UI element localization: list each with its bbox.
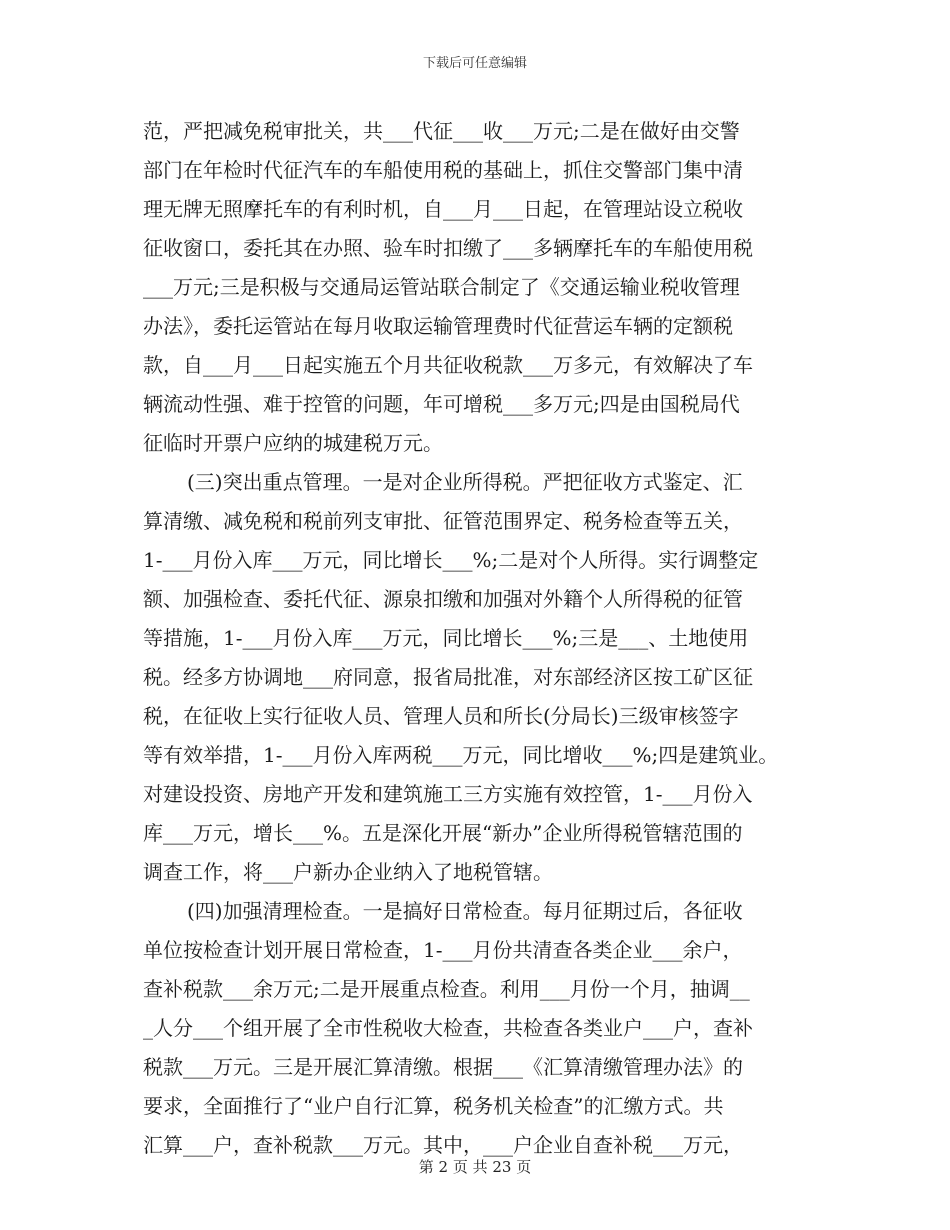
text-line: 税款___万元。三是开展汇算清缴。根据___《汇算清缴管理办法》的 [143,1055,743,1079]
text-line: 对建设投资、房地产开发和建筑施工三方实施有效控管，1-___月份入 [143,782,753,806]
text-line: 税，在征收上实行征收人员、管理人员和所长(分局长)三级审核签字 [143,704,739,728]
text-line: 范，严把减免税审批关，共___代征___收___万元;二是在做好由交警 [143,119,740,143]
paragraph-start-line: (四)加强清理检查。一是搞好日常检查。每月征期过后，各征收 [187,899,743,923]
text-line: 额、加强检查、委托代征、源泉扣缴和加强对外籍个人所得税的征管 [143,587,743,611]
text-line: 1-___月份入库___万元，同比增长___%;二是对个人所得。实行调整定 [143,548,759,572]
text-line: 调查工作，将___户新办企业纳入了地税管辖。 [143,860,553,884]
text-line: 等措施，1-___月份入库___万元，同比增长___%;三是___、土地使用 [143,626,749,650]
text-line: 办法》，委托运管站在每月收取运输管理费时代征营运车辆的定额税 [143,314,733,338]
text-line: 征收窗口，委托其在办照、验车时扣缴了___多辆摩托车的车船使用税 [143,236,753,260]
text-line: 等有效举措，1-___月份入库两税___万元，同比增收___%;四是建筑业。 [143,743,779,767]
text-line: 款，自___月___日起实施五个月共征收税款___万多元，有效解决了车 [143,353,753,377]
page-footer: 第 2 页 共 23 页 [418,1158,532,1176]
text-line: ___万元;三是积极与交通局运管站联合制定了《交通运输业税收管理 [143,275,740,299]
text-line: 汇算___户，查补税款___万元。其中，___户企业自查补税___万元， [143,1133,743,1157]
text-line: 算清缴、减免税和税前列支审批、征管范围界定、税务检查等五关， [143,509,743,533]
text-line: 征临时开票户应纳的城建税万元。 [143,431,443,455]
document-body [143,112,813,1165]
text-line: 辆流动性强、难于控管的问题，年可增税___多万元;四是由国税局代 [143,392,740,416]
text-line: 单位按检查计划开展日常检查，1-___月份共清查各类企业___余户， [143,938,743,962]
page-header: 下载后可任意编辑 [422,56,527,71]
paragraph-start-line: (三)突出重点管理。一是对企业所得税。严把征收方式鉴定、汇 [187,470,743,494]
text-line: _人分___个组开展了全市性税收大检查，共检查各类业户___户，查补 [143,1016,753,1040]
text-line: 库___万元，增长___%。五是深化开展“新办”企业所得税管辖范围的 [143,821,743,845]
text-line: 查补税款___余万元;二是开展重点检查。利用___月份一个月，抽调__ [143,977,750,1001]
text-line: 理无牌无照摩托车的有利时机，自___月___日起，在管理站设立税收 [143,197,743,221]
text-line: 要求，全面推行了“业户自行汇算，税务机关检查”的汇缴方式。共 [143,1094,724,1118]
text-line: 税。经多方协调地___府同意，报省局批准，对东部经济区按工矿区征 [143,665,753,689]
text-line: 部门在年检时代征汽车的车船使用税的基础上，抓住交警部门集中清 [143,158,743,182]
